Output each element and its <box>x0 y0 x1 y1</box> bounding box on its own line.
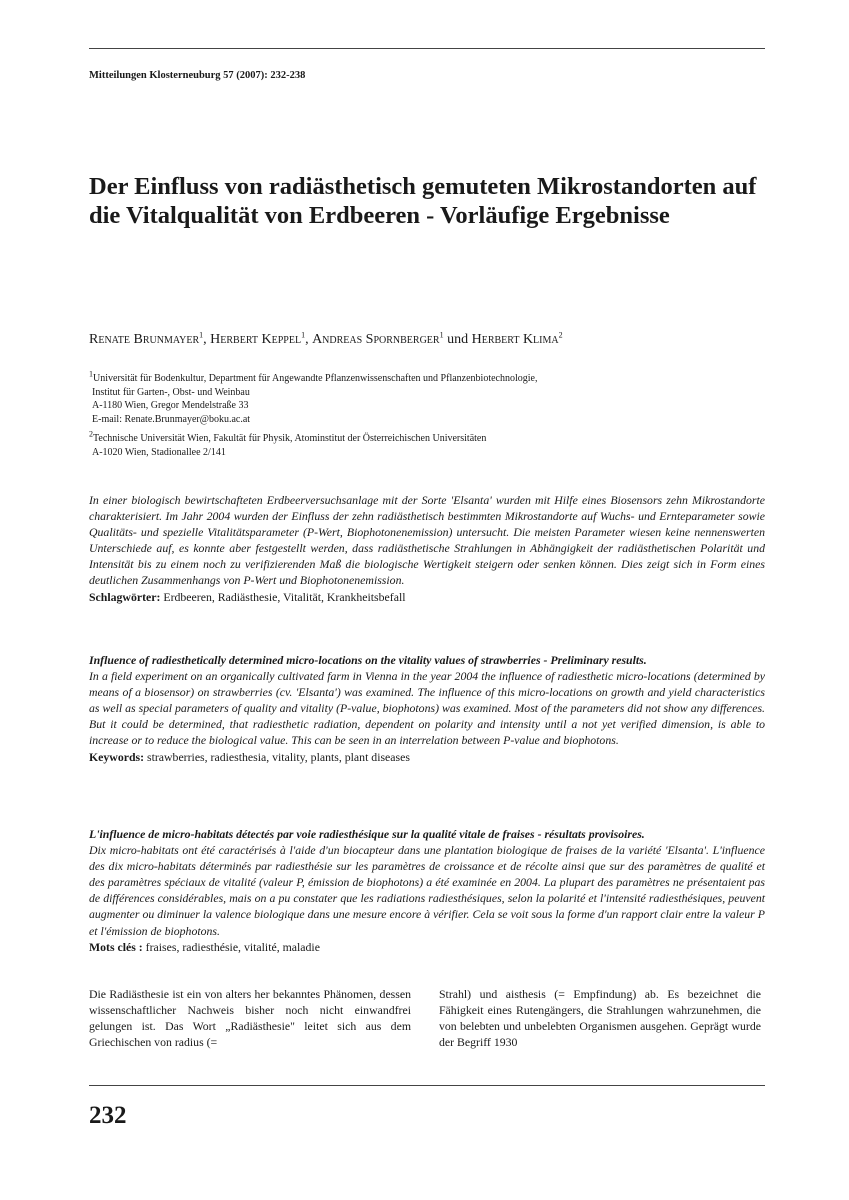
journal-reference: Mitteilungen Klosterneuburg 57 (2007): 232-238 <box>89 70 306 81</box>
author-separator: und <box>443 332 472 347</box>
author-separator: , <box>203 332 211 347</box>
affiliation-line: Institut für Garten-, Obst- und Weinbau <box>92 386 250 398</box>
abstract-heading: L'influence de micro-habitats détectés par voie radiesthésique sur la qualité vitale de fraises - résultats provisoires. <box>89 827 645 841</box>
author-name: Renate Brunmayer <box>89 332 200 347</box>
body-column-left: Die Radiästhesie ist ein von alters her bekanntes Phänomen, dessen wissenschaftlicher Nachweis bisher noch nicht einwandfrei gelungen ist. Das Wort „Radiästhesie" leitet sich aus dem Griechischen von radius (= <box>89 987 411 1050</box>
affiliation-number: 1 <box>89 369 93 379</box>
abstract-english <box>89 652 765 765</box>
author-affiliation-mark: 2 <box>558 330 563 340</box>
abstract-text: In einer biologisch bewirtschafteten Erdbeerversuchsanlage mit der Sorte 'Elsanta' wurden mit Hilfe eines Biosensors zehn Mikrostandorte charakterisiert. Im Jahr 2004 wurden der Einfluss der zehn radiästhetisch bestimmten Mikrostandorte auf Wuchs- und Ernteparameter sowie Qualitäts- und spezielle Vitalitätsparameter (P-Wert, Biophotonenemission) untersucht. Die meisten Parameter wiesen keine nennenswerten Unterschiede auf, es konnte aber festgestellt werden, dass radiästhetische Strahlungen in Abhängigkeit der radiästhetischen Polarität und Intensität bis zu einem noch zu verifizierenden Maß die biologische Wertigkeit steigern oder senken können. Dies zeigt sich in Form eines deutlichen Zusammenhangs von P-Wert und Biophotonenemission. <box>89 493 765 588</box>
abstract-text: Dix micro-habitats ont été caractérisés à l'aide d'un biocapteur dans une plantation biologique de fraises de la variété 'Elsanta'. L'influence des dix micro-habitats déterminés par radiesthésie sur les paramètres de croissance et de récolte ainsi que sur des paramètres de qualité et des paramètres spéciaux de vitalité (valeur P, émission de biophotons) a été examinée en 2004. La plupart des paramètres ne présentaient pas de différences considérables, mais on a pu constater que les radiations radiesthésiques, selon la polarité et l'intensité radiesthésiques, peuvent augmenter ou diminuer la valence biologique dans une mesure encore à vérifier. Cela se voit sous la forme d'un rapport clair entre la valeur P et l'émission de biophotons. <box>89 843 765 938</box>
keywords-text: strawberries, radiesthesia, vitality, plants, plant diseases <box>144 749 410 764</box>
author-name: Herbert Klima <box>471 332 559 347</box>
abstract-text: In a field experiment on an organically cultivated farm in Vienna in the year 2004 the influence of radiesthetic micro-locations (determined by means of a biosensor) on strawberries (cv. 'Elsanta') was examined. The influence of this micro-locations on growth and yield characteristics as well as special parameters of quality and vitality (P-value, biophotons) was examined. Most of the parameters did not show any differences. But it could be determined, that radiesthetic radiation, dependent on polarity and intensity until a not yet verified dimension, is able to increase or to reduce the biological value. This can be seen in an interrelation between P-value and biophotons. <box>89 669 765 748</box>
affiliation-line: Technische Universität Wien, Fakultät für Physik, Atominstitut der Österreichischen Universitäten <box>93 433 487 444</box>
article-title: Der Einfluss von radiästhetisch gemuteten Mikrostandorten auf die Vitalqualität von Erdbeeren - Vorläufige Ergebnisse <box>89 173 757 229</box>
author-affiliation-mark: 1 <box>439 330 444 340</box>
top-rule <box>89 48 765 49</box>
author-affiliation-mark: 1 <box>301 330 306 340</box>
keywords-line <box>89 590 406 604</box>
affiliation-line: A-1180 Wien, Gregor Mendelstraße 33 <box>92 400 249 411</box>
keywords-label: Keywords: <box>89 749 145 764</box>
author-affiliation-mark: 1 <box>199 330 204 340</box>
keywords-line <box>89 750 410 764</box>
affiliation-line: A-1020 Wien, Stadionallee 2/141 <box>92 446 226 458</box>
keywords-text: Erdbeeren, Radiästhesie, Vitalität, Krankheitsbefall <box>160 589 406 604</box>
affiliation-email: E-mail: Renate.Brunmayer@boku.ac.at <box>92 413 251 425</box>
abstract-german <box>89 492 765 605</box>
body-column-right: Strahl) und aisthesis (= Empfindung) ab. Es bezeichnet die Fähigkeit eines Rutengängers, die Strahlungen wahrzunehmen, die von belebten und unbelebten Organismen ausgehen. Geprägt wurde der Begriff 1930 <box>439 987 761 1050</box>
keywords-label: Schlagwörter: <box>89 589 161 604</box>
affiliation-1 <box>89 369 538 426</box>
page-number: 232 <box>89 1102 127 1129</box>
author-separator: , <box>305 332 313 347</box>
abstract-french <box>89 826 765 955</box>
affiliation-number: 2 <box>89 429 93 439</box>
keywords-text: fraises, radiesthésie, vitalité, maladie <box>142 939 320 954</box>
affiliation-line: Universität für Bodenkultur, Department für Angewandte Pflanzenwissenschaften und Pflanzenbiotechnologie, <box>93 373 538 384</box>
author-name: Andreas Spornberger <box>312 332 440 347</box>
keywords-label: Mots clés : <box>89 939 143 954</box>
affiliation-2 <box>89 429 487 459</box>
bottom-rule <box>89 1085 765 1086</box>
author-name: Herbert Keppel <box>210 332 302 347</box>
abstract-heading: Influence of radiesthetically determined micro-locations on the vitality values of strawberries - Preliminary results. <box>89 653 647 667</box>
author-list <box>89 332 563 348</box>
keywords-line <box>89 940 320 954</box>
